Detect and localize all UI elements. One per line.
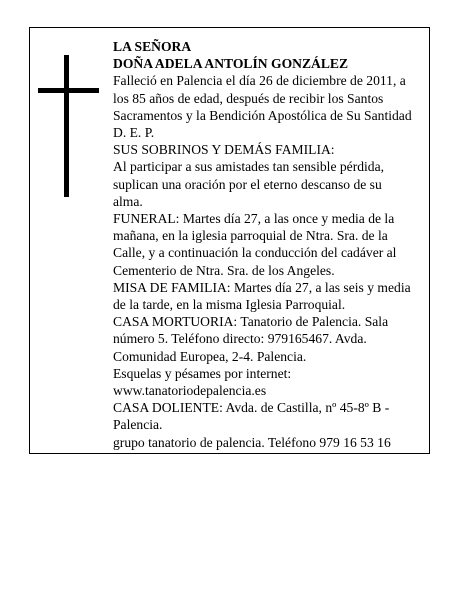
cross-vertical-bar bbox=[64, 55, 69, 197]
heading-line-1: LA SEÑORA bbox=[113, 39, 192, 54]
death-statement: Falleció en Palencia el día 26 de diciembre de 2011, a los 85 años de edad, después de recibir los Santos Sacramentos y la Bendición Apostólica de Su Santidad bbox=[113, 73, 412, 123]
deceased-name: DOÑA ADELA ANTOLÍN GONZÁLEZ bbox=[113, 56, 349, 72]
family-mass-details: MISA DE FAMILIA: Martes día 27, a las seis y media de la tarde, en la misma Iglesia Parroquial. bbox=[113, 279, 411, 313]
family-message: Al participar a sus amistades tan sensible pérdida, suplican una oración por el eterno descanso de su alma. bbox=[113, 159, 385, 209]
family-title: SUS SOBRINOS Y DEMÁS FAMILIA: bbox=[113, 142, 335, 158]
mourning-house-details: CASA DOLIENTE: Avda. de Castilla, nº 45-8º B - Palencia. bbox=[113, 400, 390, 433]
latin-cross-icon bbox=[38, 55, 99, 197]
group-footer: grupo tanatorio de palencia. Teléfono 979 16 53 16 bbox=[113, 434, 391, 450]
obituary-text bbox=[113, 38, 413, 451]
internet-condolences-label: Esquelas y pésames por internet: bbox=[113, 365, 292, 381]
rip-text: D. E. P. bbox=[113, 125, 155, 141]
cross-horizontal-bar bbox=[38, 88, 99, 93]
funeral-details: FUNERAL: Martes día 27, a las once y media de la mañana, en la iglesia parroquial de Ntra. Sra. de la Calle, y a continuación la conducción del cadáver al Cementerio de Ntra. Sra. de los Angeles. bbox=[113, 211, 397, 278]
funeral-home-website: www.tanatoriodepalencia.es bbox=[113, 383, 267, 399]
funeral-home-details: CASA MORTUORIA: Tanatorio de Palencia. Sala número 5. Teléfono directo: 979165467. Avda. Comunidad Europea, 2-4. Palencia. bbox=[113, 314, 389, 364]
